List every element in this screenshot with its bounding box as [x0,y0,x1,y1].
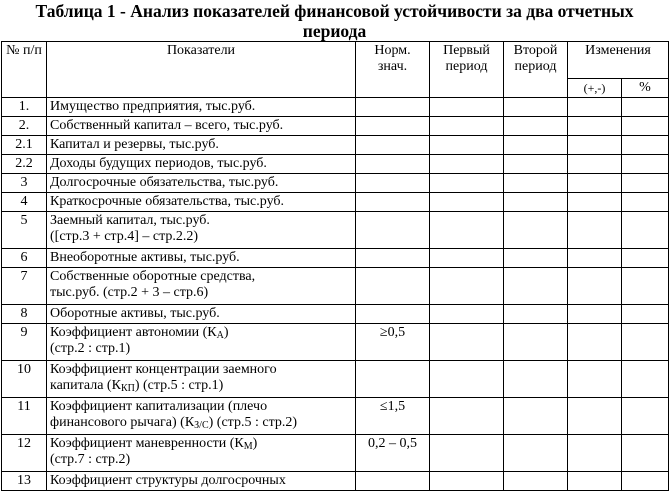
title-line-2: периода [302,21,367,41]
row-pct [622,212,669,249]
header-second-period: Второй период [504,42,568,98]
row-indicator: Краткосрочные обязательства, тыс.руб. [47,193,356,212]
row-second [504,136,568,155]
row-norm [356,268,430,305]
row-pct [622,472,669,491]
row-first [430,268,504,305]
row-indicator-line2: ([стр.3 + стр.4] – стр.2.2) [50,229,199,244]
row-norm: ≥0,5 [356,324,430,361]
table-row [2,212,669,249]
row-first [430,212,504,249]
indicator-text-end: ) (стр.5 : стр.2) [208,415,298,430]
table-row [2,193,669,212]
row-number: 1. [2,98,47,117]
row-abs [568,305,622,324]
row-number: 12 [2,435,47,472]
row-number: 2.1 [2,136,47,155]
row-pct [622,174,669,193]
row-indicator [47,324,356,361]
row-pct [622,361,669,398]
row-abs [568,155,622,174]
table-row [2,361,669,398]
row-second [504,398,568,435]
row-number: 10 [2,361,47,398]
header-abs: (+,-) [568,79,622,98]
table-row [2,324,669,361]
row-first [430,117,504,136]
indicator-text: капитала (К [50,378,121,393]
table-row [2,174,669,193]
row-indicator-line2: (стр.7 : стр.2) [50,452,131,467]
row-abs [568,472,622,491]
indicator-subscript: М [243,441,253,452]
row-first [430,174,504,193]
row-second [504,472,568,491]
indicator-text-end: ) [252,436,258,451]
row-indicator-line1 [50,436,352,452]
header-row [2,42,669,79]
row-pct [622,155,669,174]
row-norm [356,472,430,491]
row-norm [356,98,430,117]
row-abs [568,324,622,361]
table-row [2,305,669,324]
table-row [2,117,669,136]
row-abs [568,398,622,435]
row-norm: ≤1,5 [356,398,430,435]
row-indicator [47,268,356,305]
row-norm [356,249,430,268]
row-pct [622,193,669,212]
row-norm [356,117,430,136]
financial-stability-table [1,41,669,491]
row-norm [356,155,430,174]
row-number: 9 [2,324,47,361]
row-second [504,435,568,472]
header-norm: Норм. знач. [356,42,430,98]
row-abs [568,249,622,268]
row-indicator: Доходы будущих периодов, тыс.руб. [47,155,356,174]
row-first [430,98,504,117]
row-second [504,98,568,117]
row-second [504,305,568,324]
table-row [2,249,669,268]
row-indicator [47,398,356,435]
row-indicator [47,212,356,249]
table-row [2,472,669,491]
row-indicator-line1: Заемный капитал, тыс.руб. [50,213,210,228]
row-indicator-line1: Собственные оборотные средства, [50,269,256,284]
row-norm: 0,2 – 0,5 [356,435,430,472]
header-first-period: Первый период [430,42,504,98]
row-norm [356,174,430,193]
row-number: 6 [2,249,47,268]
row-indicator-line2 [50,415,352,431]
row-indicator-line2 [50,378,352,394]
row-norm [356,305,430,324]
header-pct: % [622,79,669,98]
row-second [504,324,568,361]
row-indicator: Имущество предприятия, тыс.руб. [47,98,356,117]
row-number: 3 [2,174,47,193]
row-pct [622,249,669,268]
indicator-text: финансового рычага) (К [50,415,195,430]
row-indicator-line1 [50,325,352,341]
row-indicator [47,435,356,472]
row-second [504,193,568,212]
row-abs [568,98,622,117]
row-abs [568,361,622,398]
row-number: 7 [2,268,47,305]
row-abs [568,435,622,472]
row-norm [356,136,430,155]
table-row [2,268,669,305]
row-second [504,249,568,268]
row-pct [622,117,669,136]
indicator-text: Коэффициент маневренности (К [50,436,244,451]
row-norm [356,361,430,398]
header-indicator: Показатели [47,42,356,98]
row-number: 13 [2,472,47,491]
row-indicator: Долгосрочные обязательства, тыс.руб. [47,174,356,193]
indicator-text-end: ) [223,325,229,340]
row-second [504,117,568,136]
row-abs [568,136,622,155]
row-indicator [47,361,356,398]
row-pct [622,268,669,305]
header-num: № п/п [2,42,47,98]
table-row [2,398,669,435]
row-number: 2. [2,117,47,136]
row-pct [622,305,669,324]
row-second [504,268,568,305]
row-number: 8 [2,305,47,324]
row-indicator: Внеоборотные активы, тыс.руб. [47,249,356,268]
row-indicator: Оборотные активы, тыс.руб. [47,305,356,324]
row-second [504,212,568,249]
row-first [430,435,504,472]
table-row [2,136,669,155]
row-indicator-line1: Коэффициент капитализации (плечо [50,399,268,414]
row-indicator-line2: тыс.руб. (стр.2 + 3 – стр.6) [50,285,209,300]
row-first [430,472,504,491]
row-pct [622,324,669,361]
row-abs [568,117,622,136]
title-line-1: Таблица 1 - Анализ показателей финансовой устойчивости за два отчетных [35,1,634,21]
row-pct [622,98,669,117]
indicator-subscript: З/С [194,420,209,431]
row-second [504,155,568,174]
indicator-text: Коэффициент автономии (К [50,325,217,340]
row-first [430,324,504,361]
row-pct [622,136,669,155]
row-abs [568,212,622,249]
row-first [430,398,504,435]
table-row [2,155,669,174]
row-indicator: Капитал и резервы, тыс.руб. [47,136,356,155]
row-first [430,249,504,268]
row-first [430,136,504,155]
row-number: 11 [2,398,47,435]
row-abs [568,174,622,193]
header-changes: Изменения [568,42,669,79]
indicator-subscript: КП [120,383,135,394]
row-indicator-line1: Коэффициент концентрации заемного [50,362,277,377]
row-number: 4 [2,193,47,212]
row-pct [622,435,669,472]
table-row [2,98,669,117]
row-indicator: Коэффициент структуры долгосрочных [47,472,356,491]
row-indicator-line2: (стр.2 : стр.1) [50,341,131,356]
row-norm [356,193,430,212]
row-pct [622,398,669,435]
row-number: 2.2 [2,155,47,174]
indicator-text-end: ) (стр.5 : стр.1) [134,378,224,393]
row-second [504,174,568,193]
table-row [2,435,669,472]
row-first [430,155,504,174]
indicator-subscript: А [216,330,224,341]
row-first [430,361,504,398]
row-abs [568,268,622,305]
row-norm [356,212,430,249]
row-indicator: Собственный капитал – всего, тыс.руб. [47,117,356,136]
row-abs [568,193,622,212]
row-number: 5 [2,212,47,249]
table-title [0,1,669,41]
row-second [504,361,568,398]
row-first [430,305,504,324]
row-first [430,193,504,212]
